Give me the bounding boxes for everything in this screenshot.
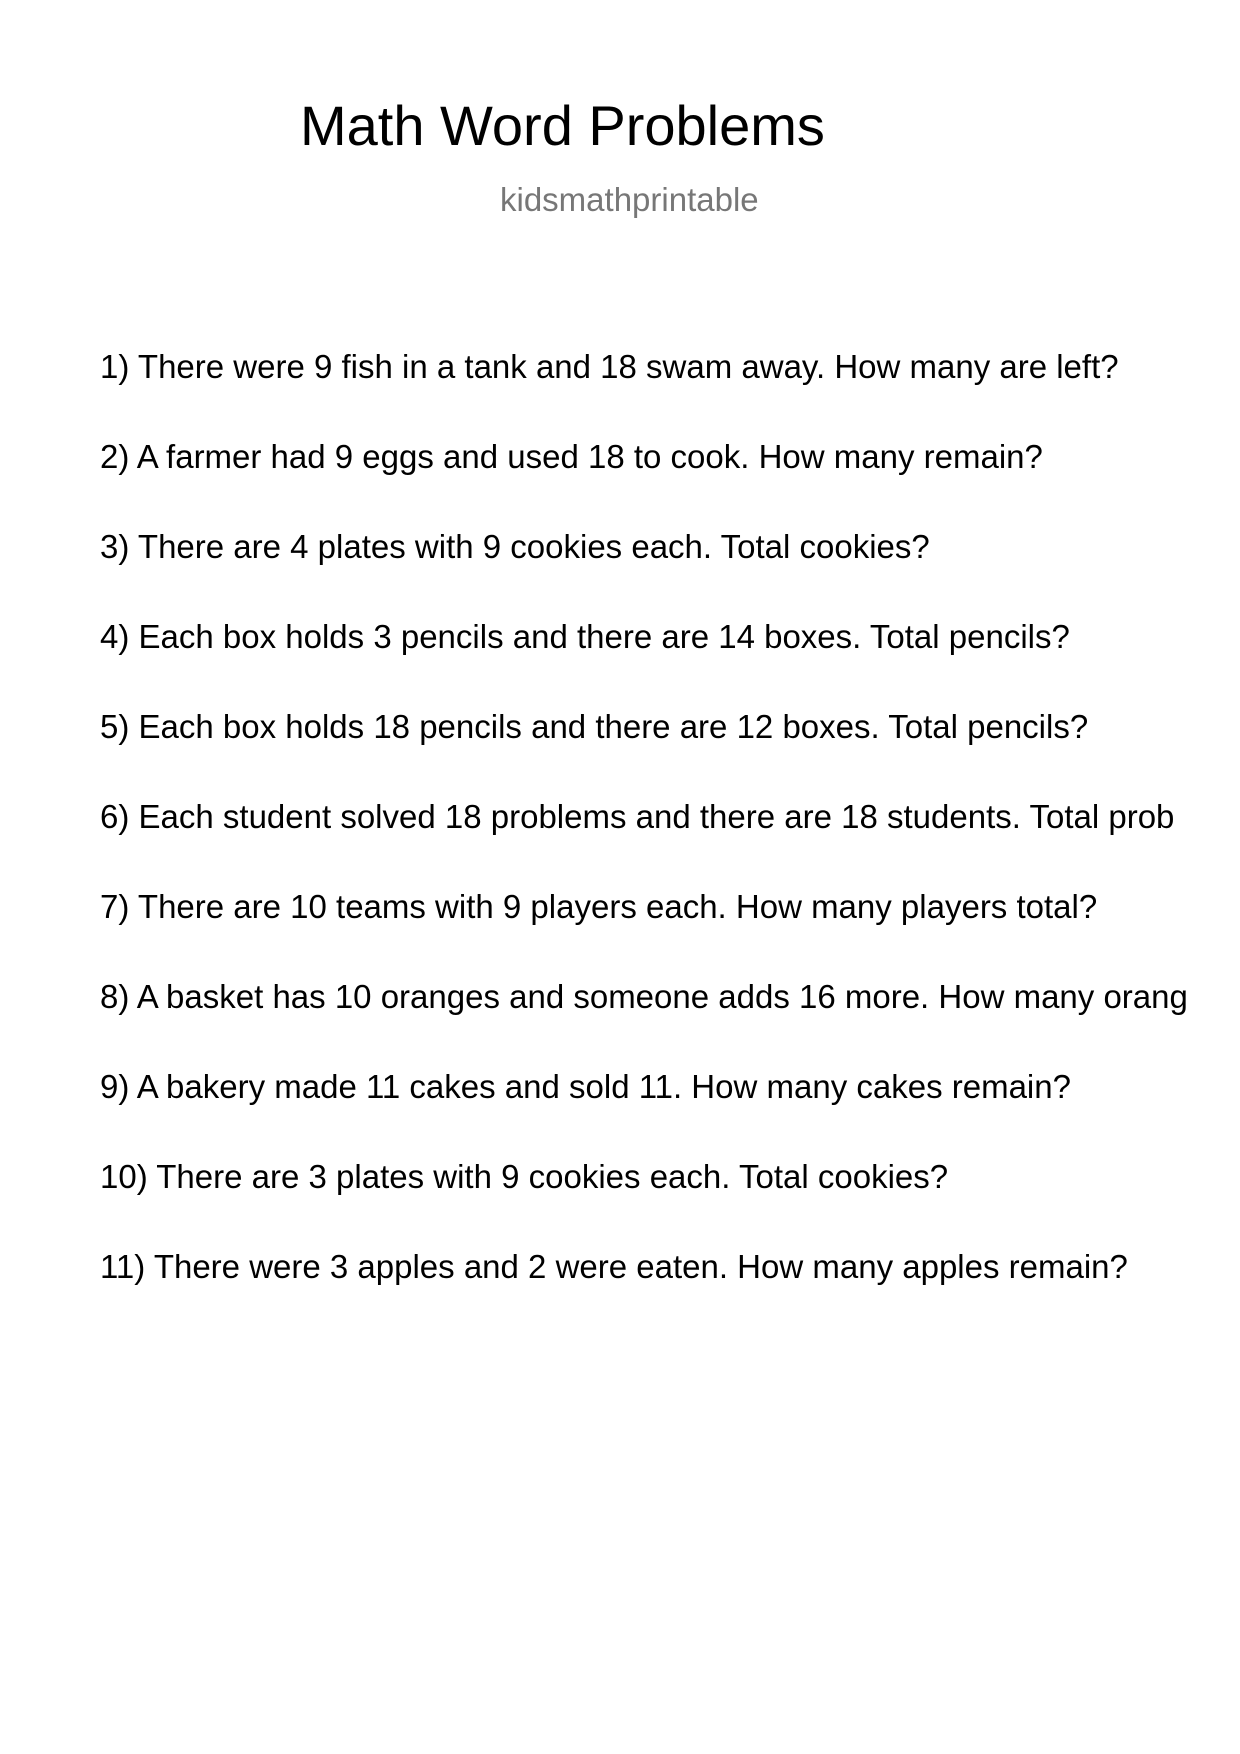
problem-item: 2) A farmer had 9 eggs and used 18 to cook. How many remain?	[100, 440, 1043, 475]
problem-list	[100, 350, 1240, 1340]
problem-item: 3) There are 4 plates with 9 cookies each. Total cookies?	[100, 530, 930, 565]
problem-item: 10) There are 3 plates with 9 cookies each. Total cookies?	[100, 1160, 949, 1195]
problem-item: 1) There were 9 fish in a tank and 18 swam away. How many are left?	[100, 350, 1119, 385]
problem-item: 5) Each box holds 18 pencils and there are 12 boxes. Total pencils?	[100, 710, 1089, 745]
problem-item: 4) Each box holds 3 pencils and there are 14 boxes. Total pencils?	[100, 620, 1070, 655]
problem-item: 11) There were 3 apples and 2 were eaten. How many apples remain?	[100, 1250, 1128, 1285]
problem-item: 8) A basket has 10 oranges and someone adds 16 more. How many orang	[100, 980, 1188, 1015]
problem-item: 6) Each student solved 18 problems and there are 18 students. Total prob	[100, 800, 1175, 835]
worksheet-source: kidsmathprintable	[500, 181, 759, 218]
problem-item: 7) There are 10 teams with 9 players each. How many players total?	[100, 890, 1098, 925]
problem-item: 9) A bakery made 11 cakes and sold 11. How many cakes remain?	[100, 1070, 1071, 1105]
worksheet-title: Math Word Problems	[300, 94, 825, 157]
